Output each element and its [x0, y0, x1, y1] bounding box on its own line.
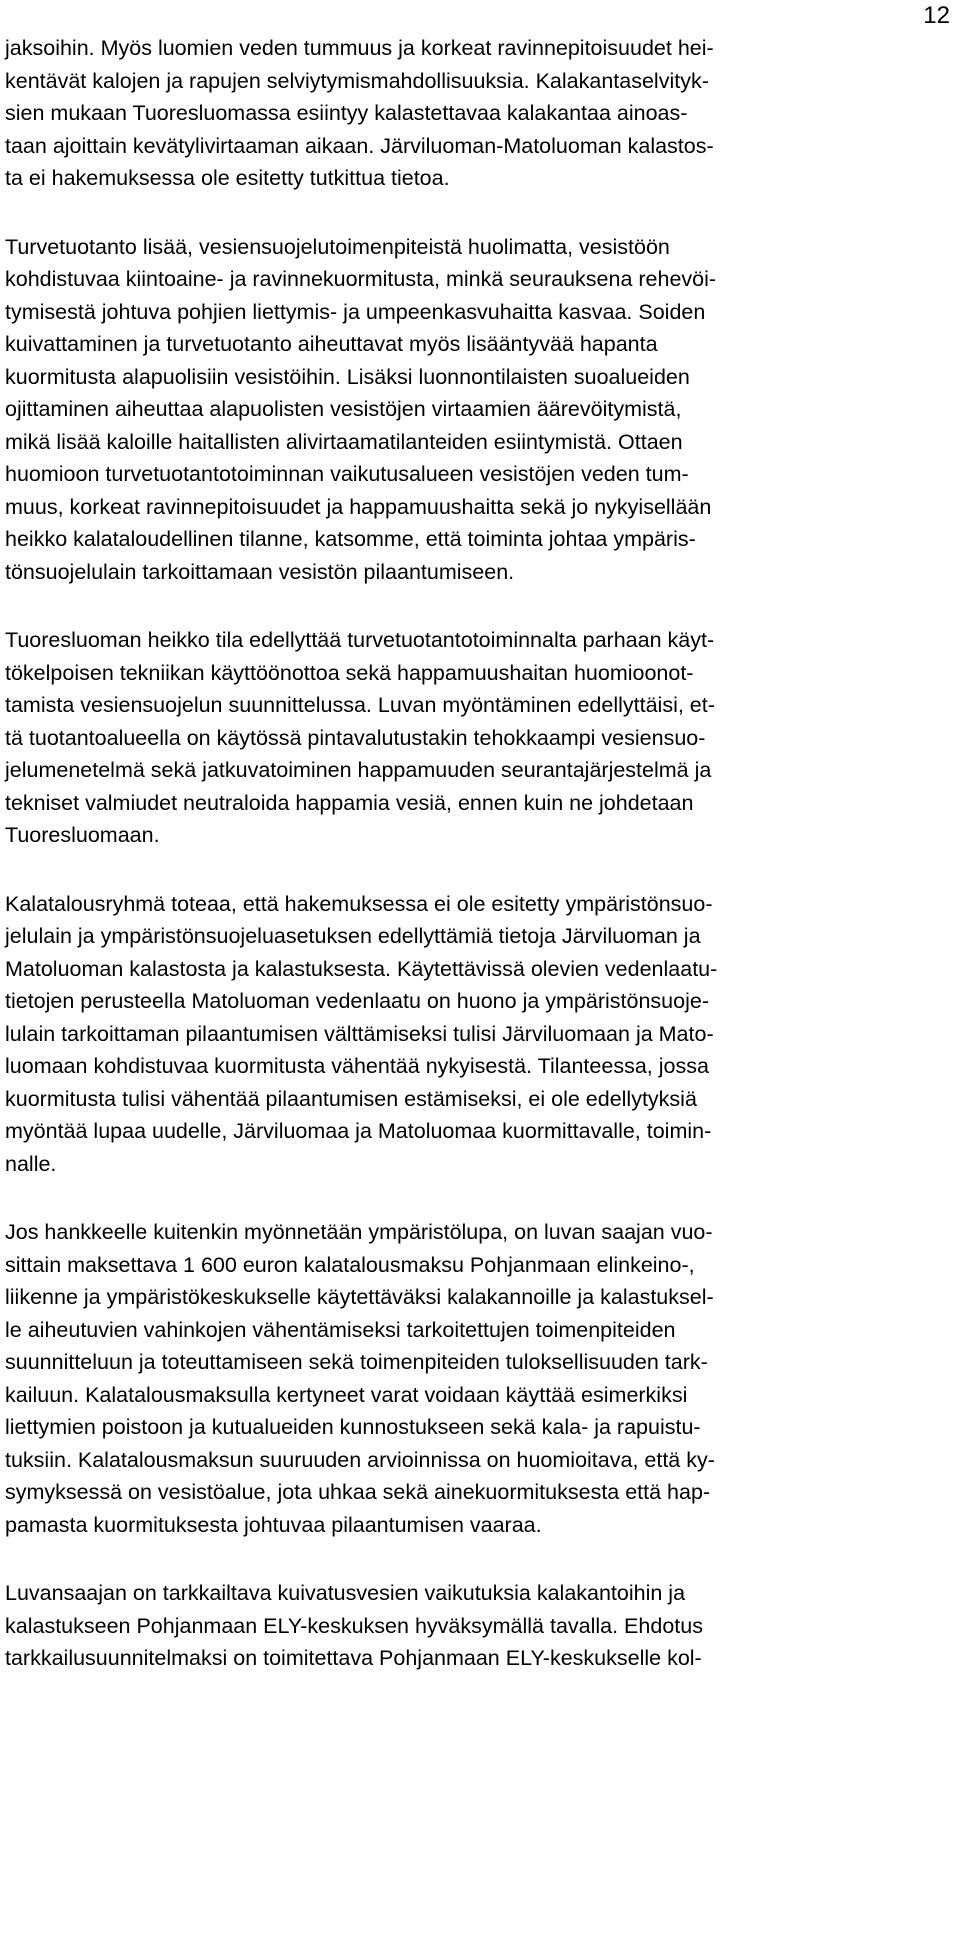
- document-body: [5, 32, 955, 1675]
- paragraph-peat-production-impacts: Turvetuotanto lisää, vesiensuojelutoimenpiteistä huolimatta, vesistöön kohdistuvaa kiintoaine- ja ravinnekuormitusta, minkä seurauksena rehevöi- tymisestä johtuva pohjien liettymis- ja umpeenkasvuhaitta kasvaa. Soiden kuivattaminen ja turvetuotanto aiheuttavat myös lisääntyvää hapanta kuormitusta alapuolisiin vesistöihin. Lisäksi luonnontilaisten suoalueiden ojittaminen aiheuttaa alapuolisten vesistöjen virtaamien äärevöitymistä, mikä lisää kaloille haitallisten alivirtaamatilanteiden esiintymistä. Ottaen huomioon turvetuotantotoiminnan vaikutusalueen vesistöjen veden tum- muus, korkeat ravinnepitoisuudet ja happamuushaitta sekä jo nykyisellään heikko kalataloudellinen tilanne, katsomme, että toiminta johtaa ympäris- tönsuojelulain tarkoittamaan vesistön pilaantumiseen.: [5, 234, 717, 584]
- paragraph-tuoresluoma-requirements: Tuoresluoman heikko tila edellyttää turvetuotantotoiminnalta parhaan käyt- tökelpoisen tekniikan käyttöönottoa sekä happamuushaitan huomioonot- tamista vesiensuojelun suunnittelussa. Luvan myöntäminen edellyttäisi, et- tä tuotantoalueella on käytössä pintavalutustakin tehokkaampi vesiensuo- jelumenetelmä sekä jatkuvatoiminen happamuuden seurantajärjestelmä ja tekniset valmiudet neutraloida happamia vesiä, ennen kuin ne johdetaan Tuoresluomaan.: [5, 628, 715, 847]
- paragraph-fisheries-group-statement: Kalatalousryhmä toteaa, että hakemuksessa ei ole esitetty ympäristönsuo- jelulain ja ympäristönsuojeluasetuksen edellyttämiä tietoja Järviluoman ja Matoluoman kalastosta ja kalastuksesta. Käytettävissä olevien vedenlaatu- tietojen perusteella Matoluoman vedenlaatu on huono ja ympäristönsuoje- lulain tarkoittaman pilaantumisen välttämiseksi tulisi Järviluomaan ja Mato- luomaan kohdistuvaa kuormitusta vähentää nykyisestä. Tilanteessa, jossa kuormitusta tulisi vähentää pilaantumisen estämiseksi, ei ole edellytyksiä myöntää lupaa uudelle, Järviluomaa ja Matoluomaa kuormittavalle, toimin- nalle.: [5, 891, 718, 1176]
- paragraph-fish-stocks: jaksoihin. Myös luomien veden tummuus ja korkeat ravinnepitoisuudet hei- kentävät kalojen ja rapujen selviytymismahdollisuuksia. Kalakantaselvityk- sien mukaan Tuoresluomassa esiintyy kalastettavaa kalakantaa ainoas- taan ajoittain kevätylivirtaaman aikaan. Järviluoman-Matoluoman kalastos- ta ei hakemuksessa ole esitetty tutkittua tietoa.: [5, 36, 714, 190]
- page-number: 12: [923, 2, 950, 29]
- paragraph-monitoring-obligation: Luvansaajan on tarkkailtava kuivatusvesien vaikutuksia kalakantoihin ja kalastukseen Pohjanmaan ELY-keskuksen hyväksymällä tavalla. Ehdotus tarkkailusuunnitelmaksi on toimitettava Pohjanmaan ELY-keskukselle kol-: [5, 1581, 703, 1670]
- paragraph-fisheries-fee: Jos hankkeelle kuitenkin myönnetään ympäristölupa, on luvan saajan vuo- sittain maksettava 1 600 euron kalatalousmaksu Pohjanmaan elinkeino-, liikenne ja ympäristökeskukselle käytettäväksi kalakannoille ja kalastuksel- le aiheutuvien vahinkojen vähentämiseksi tarkoitettujen toimenpiteiden suunnitteluun ja toteuttamiseen sekä toimenpiteiden tuloksellisuuden tark- kailuun. Kalatalousmaksulla kertyneet varat voidaan käyttää esimerkiksi liettymien poistoon ja kutualueiden kunnostukseen sekä kala- ja rapuistu- tuksiin. Kalatalousmaksun suuruuden arvioinnissa on huomioitava, että ky- symyksessä on vesistöalue, jota uhkaa sekä ainekuormituksesta että hap- pamasta kuormituksesta johtuvaa pilaantumisen vaaraa.: [5, 1220, 715, 1537]
